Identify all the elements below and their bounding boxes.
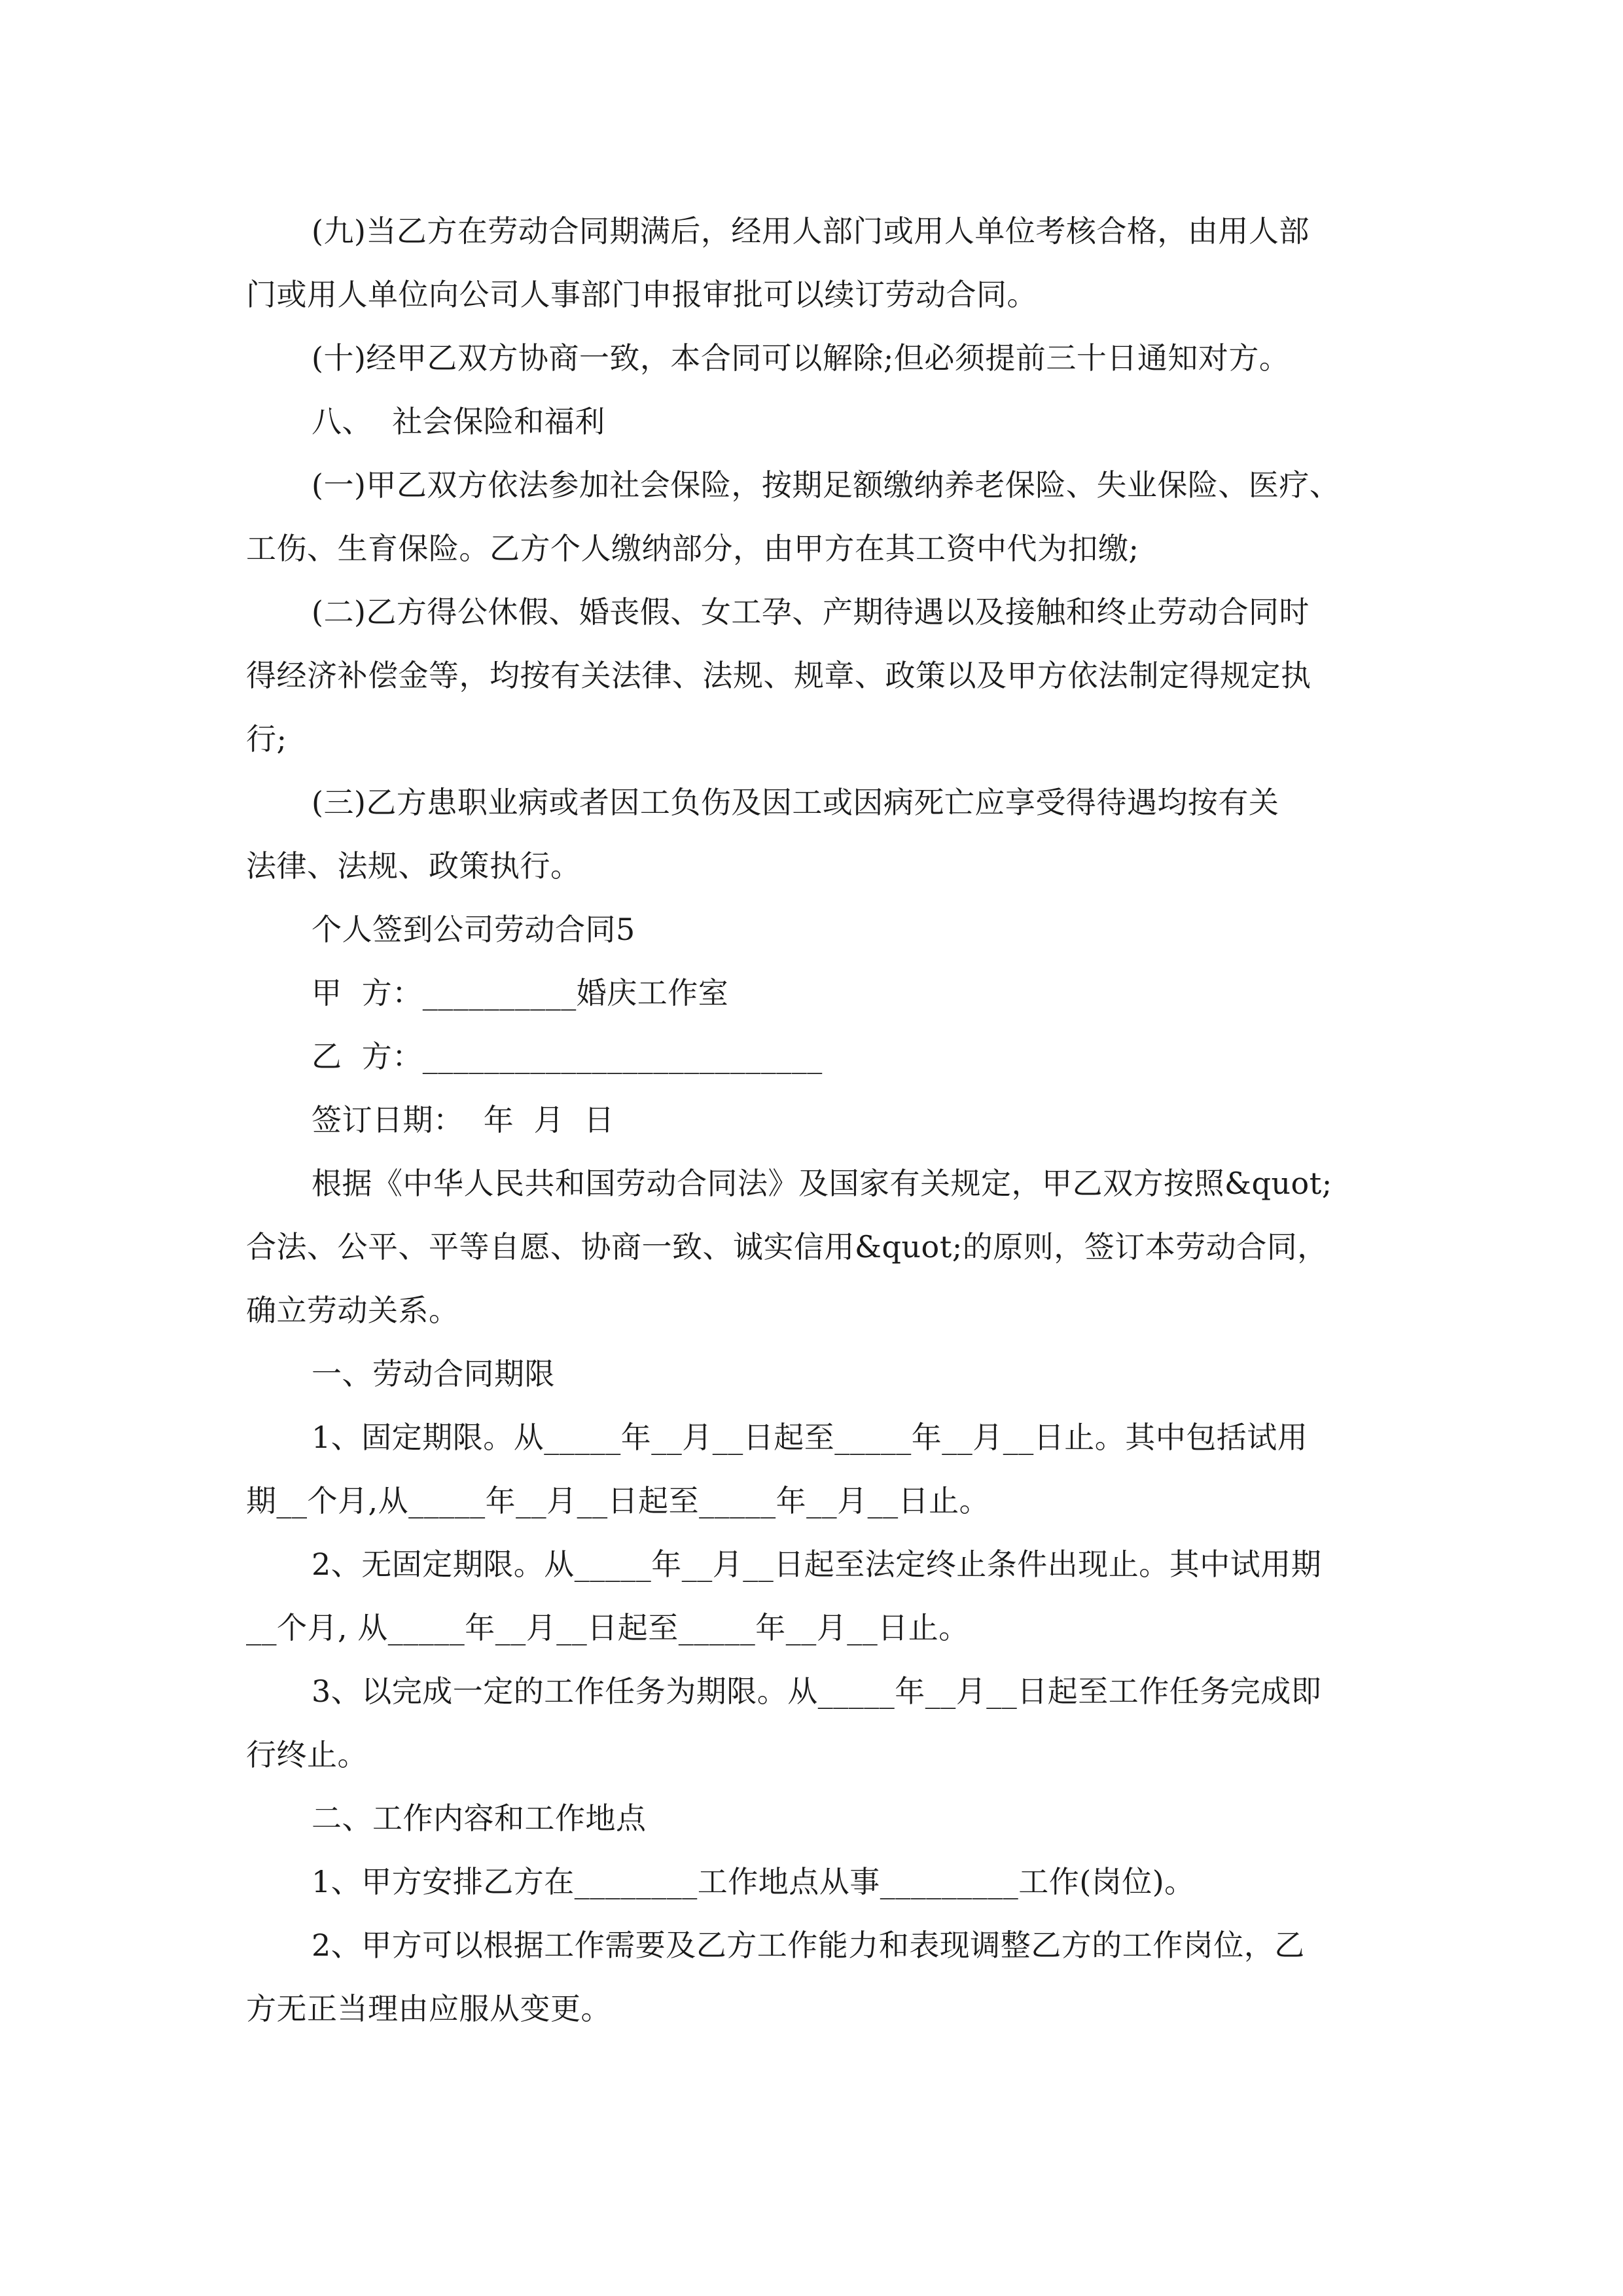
sign-date-line: 签订日期： 年 月 日 xyxy=(312,1102,615,1138)
section-heading: 二、工作内容和工作地点 xyxy=(312,1801,647,1836)
text-line: (九)当乙方在劳动合同期满后，经用人部门或用人单位考核合格，由用人部 xyxy=(312,213,1310,249)
text-line: 工伤、生育保险。乙方个人缴纳部分，由甲方在其工资中代为扣缴; xyxy=(246,531,1139,566)
text-line: 法律、法规、政策执行。 xyxy=(246,848,581,884)
document-title: 个人签到公司劳动合同5 xyxy=(312,912,635,947)
text-line: (一)甲乙双方依法参加社会保险，按期足额缴纳养老保险、失业保险、医疗、 xyxy=(312,467,1340,503)
text-line: 行终止。 xyxy=(246,1737,368,1772)
text-line: 确立劳动关系。 xyxy=(246,1293,459,1328)
text-line: 期__个月,从_____年__月__日起至_____年__月__日止。 xyxy=(246,1483,990,1518)
party-b-line: 乙 方：__________________________ xyxy=(312,1039,823,1074)
text-line: 根据《中华人民共和国劳动合同法》及国家有关规定，甲乙双方按照&quot; xyxy=(312,1166,1332,1201)
party-a-line: 甲 方：__________婚庆工作室 xyxy=(312,975,729,1011)
text-line: __个月, 从_____年__月__日起至_____年__月__日止。 xyxy=(246,1610,969,1645)
text-line: (三)乙方患职业病或者因工负伤及因工或因病死亡应享受得待遇均按有关 xyxy=(312,785,1279,820)
text-line: 1、固定期限。从_____年__月__日起至_____年__月__日止。其中包括试用 xyxy=(312,1420,1308,1455)
text-line: 门或用人单位向公司人事部门申报审批可以续订劳动合同。 xyxy=(246,277,1037,312)
text-line: 3、以完成一定的工作任务为期限。从_____年__月__日起至工作任务完成即 xyxy=(312,1674,1322,1709)
text-line: 方无正当理由应服从变更。 xyxy=(246,1991,611,2026)
section-heading: 八、 社会保险和福利 xyxy=(312,404,605,439)
text-line: 行; xyxy=(246,721,287,757)
document-body xyxy=(246,200,1398,2041)
text-line: 2、无固定期限。从_____年__月__日起至法定终止条件出现止。其中试用期 xyxy=(312,1547,1322,1582)
text-line: 得经济补偿金等，均按有关法律、法规、规章、政策以及甲方依法制定得规定执 xyxy=(246,658,1311,693)
text-line: 1、甲方安排乙方在________工作地点从事_________工作(岗位)。 xyxy=(312,1864,1195,1899)
text-line: (二)乙方得公休假、婚丧假、女工孕、产期待遇以及接触和终止劳动合同时 xyxy=(312,594,1310,630)
text-line: 2、甲方可以根据工作需要及乙方工作能力和表现调整乙方的工作岗位，乙 xyxy=(312,1928,1305,1963)
text-line: 合法、公平、平等自愿、协商一致、诚实信用&quot;的原则，签订本劳动合同， xyxy=(246,1229,1328,1265)
text-line: (十)经甲乙双方协商一致，本合同可以解除;但必须提前三十日通知对方。 xyxy=(312,340,1290,376)
section-heading: 一、劳动合同期限 xyxy=(312,1356,555,1391)
